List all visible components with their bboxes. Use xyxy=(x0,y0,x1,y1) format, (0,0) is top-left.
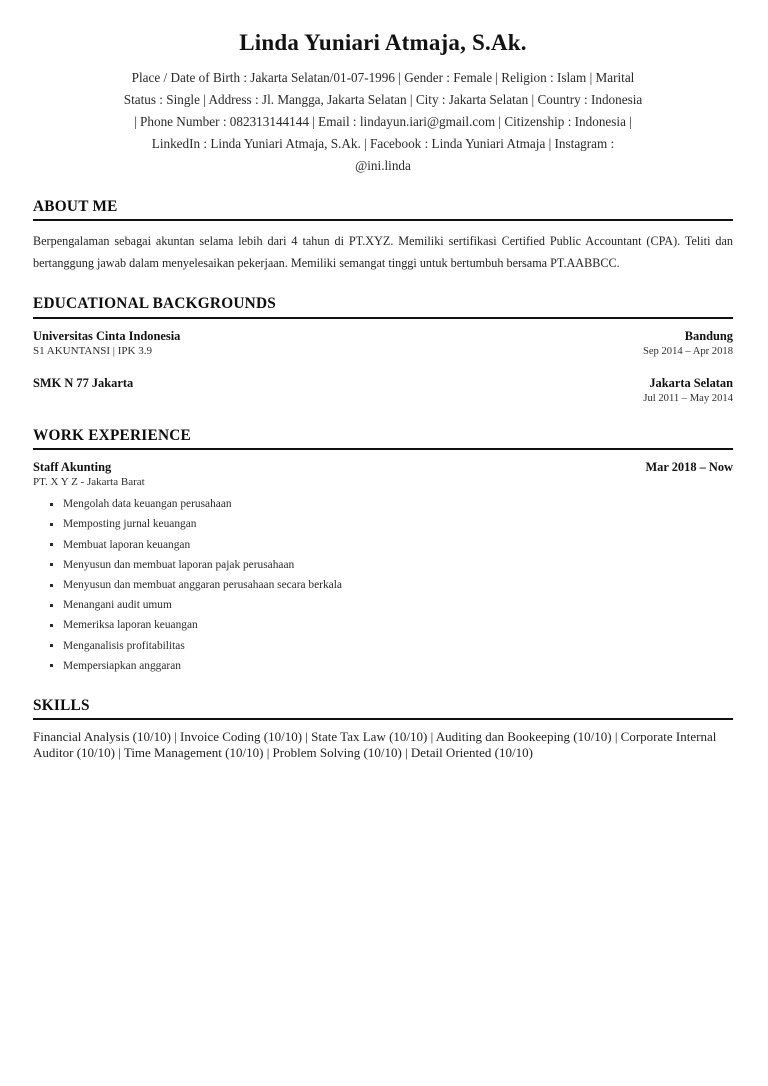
list-item: Menyusun dan membuat anggaran perusahaan secara berkala xyxy=(33,575,733,595)
education-institution: Universitas Cinta Indonesia xyxy=(33,328,181,343)
spacer xyxy=(33,361,733,375)
resume-header xyxy=(33,0,733,177)
list-item: Menganalisis profitabilitas xyxy=(33,636,733,656)
list-item: Membuat laporan keuangan xyxy=(33,535,733,555)
work-duties-list xyxy=(33,494,733,676)
list-item: Memposting jurnal keuangan xyxy=(33,514,733,534)
education-entry-right xyxy=(629,328,733,359)
skills-list: Financial Analysis (10/10) | Invoice Coding (10/10) | State Tax Law (10/10) | Auditing dan Bookeeping (10/10) | Corporate Internal Auditor (10/10) | Time Management (10/10) | Problem Solving (10/10) | Detail Oriented (10/10) xyxy=(33,729,717,760)
section-heading-work: WORK EXPERIENCE xyxy=(33,426,192,444)
section-divider xyxy=(33,718,733,720)
section-educational-backgrounds xyxy=(33,295,733,405)
about-me-body xyxy=(33,230,733,274)
list-item: Memeriksa laporan keuangan xyxy=(33,615,733,635)
work-company: PT. X Y Z - Jakarta Barat xyxy=(33,476,145,489)
list-item: Menangani audit umum xyxy=(33,595,733,615)
section-heading-skills: SKILLS xyxy=(33,696,90,714)
list-item: Menyusun dan membuat laporan pajak perusahaan xyxy=(33,555,733,575)
section-heading-education: EDUCATIONAL BACKGROUNDS xyxy=(33,295,277,313)
contact-line: LinkedIn : Linda Yuniari Atmaja, S.Ak. | Facebook : Linda Yuniari Atmaja | Instagram : xyxy=(151,136,615,152)
contact-line: @ini.linda xyxy=(355,158,411,174)
contact-line: | Phone Number : 082313144144 | Email : lindayun.iari@gmail.com | Citizenship : Indonesia | xyxy=(134,114,632,130)
contact-line: Place / Date of Birth : Jakarta Selatan/01-07-1996 | Gender : Female | Religion : Islam | Marital xyxy=(131,70,635,86)
education-detail: S1 AKUNTANSI | IPK 3.9 xyxy=(33,344,152,357)
resume-content xyxy=(33,0,733,760)
education-entry-left xyxy=(33,328,180,359)
work-entry-right xyxy=(631,459,733,475)
section-divider xyxy=(33,448,733,450)
work-dates: Mar 2018 – Now xyxy=(645,460,733,475)
section-about-me xyxy=(33,198,733,274)
education-entry-right xyxy=(629,375,733,406)
section-work-experience xyxy=(33,427,733,676)
education-dates: Jul 2011 – May 2014 xyxy=(643,392,733,404)
education-location: Bandung xyxy=(684,328,733,343)
contact-details xyxy=(33,67,733,177)
section-divider xyxy=(33,317,733,319)
section-divider xyxy=(33,219,733,221)
contact-line: Status : Single | Address : Jl. Mangga, Jakarta Selatan | City : Jakarta Selatan | Country : Indonesia xyxy=(123,92,643,108)
about-me-paragraph: Berpengalaman sebagai akuntan selama lebih dari 4 tahun di PT.XYZ. Memiliki sertifikasi Certified Public Accountant (CPA). Teliti dan bertanggung jawab dalam menyelesaikan pekerjaan. Memiliki semangat tinggi untuk bertumbuh bersama PT.AABBCC. xyxy=(33,234,733,271)
education-location: Jakarta Selatan xyxy=(649,375,733,390)
education-entry xyxy=(33,375,733,406)
list-item: Mengolah data keuangan perusahaan xyxy=(33,494,733,514)
education-entry-left xyxy=(33,375,133,391)
list-item: Mempersiapkan anggaran xyxy=(33,656,733,676)
education-dates: Sep 2014 – Apr 2018 xyxy=(642,345,733,357)
work-entry xyxy=(33,459,733,490)
section-skills xyxy=(33,697,733,760)
work-position: Staff Akunting xyxy=(33,460,112,475)
education-institution: SMK N 77 Jakarta xyxy=(33,375,134,390)
work-entry-left xyxy=(33,459,145,490)
candidate-name: Linda Yuniari Atmaja, S.Ak. xyxy=(239,30,527,55)
education-entry xyxy=(33,328,733,359)
section-heading-about-me: ABOUT ME xyxy=(33,198,118,216)
